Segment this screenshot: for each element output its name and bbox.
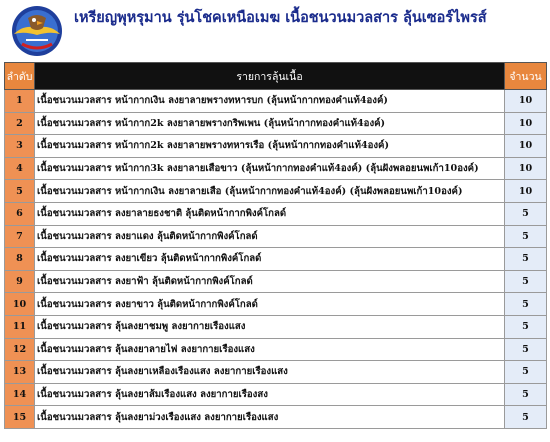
row-number: 2	[5, 112, 35, 135]
row-item-name: เนื้อชนวนมวลสาร ลุ้นลงยาส้มเรืองแสง ลงยากายเรืองสง	[35, 383, 505, 406]
row-item-name: เนื้อชนวนมวลสาร ลุ้นลงยาลายไฟ ลงยากายเรืองแสง	[35, 338, 505, 361]
table-row	[5, 270, 547, 293]
prize-table	[4, 62, 547, 429]
table-row	[5, 406, 547, 429]
row-number: 11	[5, 315, 35, 338]
table-row	[5, 90, 547, 113]
row-item-name: เนื้อชนวนมวลสาร หน้ากาก2k ลงยาลายพรางกริพเพน (ลุ้นหน้ากากทองคำแท้4องค์)	[35, 112, 505, 135]
row-number: 10	[5, 293, 35, 316]
table-row	[5, 112, 547, 135]
row-number: 15	[5, 406, 35, 429]
row-number: 4	[5, 157, 35, 180]
row-item-name: เนื้อชนวนมวลสาร ลุ้นลงยาเหลืองเรืองแสง ลงยากายเรืองแสง	[35, 361, 505, 384]
row-quantity: 5	[505, 225, 547, 248]
row-quantity: 5	[505, 293, 547, 316]
row-item-name: เนื้อชนวนมวลสาร ลุ้นลงยาชมพู ลงยากายเรืองแสง	[35, 315, 505, 338]
row-quantity: 5	[505, 406, 547, 429]
air-force-eagle-emblem-icon	[10, 4, 64, 58]
row-number: 3	[5, 135, 35, 158]
row-item-name: เนื้อชนวนมวลสาร ลงยาลายธงชาติ ลุ้นติดหน้ากากพิงค์โกลด์	[35, 202, 505, 225]
row-number: 8	[5, 248, 35, 271]
row-quantity: 5	[505, 315, 547, 338]
row-item-name: เนื้อชนวนมวลสาร ลงยาแดง ลุ้นติดหน้ากากพิงค์โกลด์	[35, 225, 505, 248]
table-row	[5, 293, 547, 316]
table-row	[5, 248, 547, 271]
column-header-item: รายการลุ้นเนื้อ	[35, 63, 505, 90]
row-quantity: 5	[505, 270, 547, 293]
row-quantity: 5	[505, 361, 547, 384]
row-number: 9	[5, 270, 35, 293]
row-item-name: เนื้อชนวนมวลสาร ลงยาฟ้า ลุ้นติดหน้ากากพิงค์โกลด์	[35, 270, 505, 293]
table-row	[5, 135, 547, 158]
table-row	[5, 225, 547, 248]
row-item-name: เนื้อชนวนมวลสาร หน้ากากเงิน ลงยาลายพรางทหารบก (ลุ้นหน้ากากทองคำแท้4องค์)	[35, 90, 505, 113]
row-number: 6	[5, 202, 35, 225]
row-quantity: 5	[505, 248, 547, 271]
row-number: 13	[5, 361, 35, 384]
table-row	[5, 315, 547, 338]
row-quantity: 10	[505, 112, 547, 135]
column-header-qty: จำนวน	[505, 63, 547, 90]
row-quantity: 10	[505, 180, 547, 203]
row-number: 1	[5, 90, 35, 113]
table-row	[5, 338, 547, 361]
table-row	[5, 157, 547, 180]
row-item-name: เนื้อชนวนมวลสาร ลงยาเขียว ลุ้นติดหน้ากากพิงค์โกลด์	[35, 248, 505, 271]
row-quantity: 5	[505, 383, 547, 406]
row-quantity: 10	[505, 90, 547, 113]
table-row	[5, 180, 547, 203]
page-header	[0, 0, 550, 62]
row-item-name: เนื้อชนวนมวลสาร หน้ากาก2k ลงยาลายพรางทหารเรือ (ลุ้นหน้ากากทองคำแท้4องค์)	[35, 135, 505, 158]
row-quantity: 5	[505, 338, 547, 361]
row-number: 14	[5, 383, 35, 406]
column-header-no: ลำดับ	[5, 63, 35, 90]
row-item-name: เนื้อชนวนมวลสาร ลงยาขาว ลุ้นติดหน้ากากพิงค์โกลด์	[35, 293, 505, 316]
row-item-name: เนื้อชนวนมวลสาร ลุ้นลงยาม่วงเรืองแสง ลงยากายเรืองแสง	[35, 406, 505, 429]
table-header-row	[5, 63, 547, 90]
table-row	[5, 361, 547, 384]
table-row	[5, 383, 547, 406]
row-quantity: 5	[505, 202, 547, 225]
row-item-name: เนื้อชนวนมวลสาร หน้ากาก3k ลงยาลายเสือขาว (ลุ้นหน้ากากทองคำแท้4องค์) (ลุ้นฝังพลอยนพเก้า10องค์)	[35, 157, 505, 180]
row-quantity: 10	[505, 135, 547, 158]
row-item-name: เนื้อชนวนมวลสาร หน้ากากเงิน ลงยาลายเสือ (ลุ้นหน้ากากทองคำแท้4องค์) (ลุ้นฝังพลอยนพเก้า10องค์)	[35, 180, 505, 203]
row-number: 7	[5, 225, 35, 248]
row-number: 5	[5, 180, 35, 203]
table-row	[5, 202, 547, 225]
row-quantity: 10	[505, 157, 547, 180]
page-title: เหรียญพุหรุมาน รุ่นโชคเหนือเมฆ เนื้อชนวนมวลสาร ลุ้นเซอร์ไพรส์	[74, 9, 487, 26]
row-number: 12	[5, 338, 35, 361]
